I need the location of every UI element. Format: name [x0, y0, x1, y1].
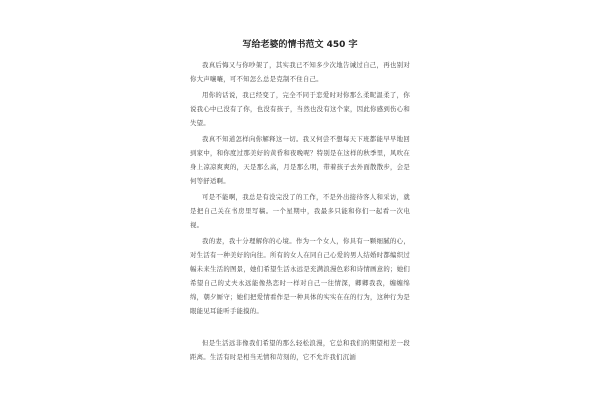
paragraph-1: 我真后悔又与你吵架了，其实我已不知多少次地告诫过自己，再也别对你大声嚷嚷，可不知怎么总是克制不住自己。 — [190, 61, 410, 83]
paragraph-3: 我真不知道怎样向你解释这一切。我又何尝不想每天下班都能早早地回到家中，和你度过那美好的黄昏和夜晚呢？特别是在这样的秋季里，风吹在身上凉凉爽爽的，天是那么高，月是那么明，带着孩子去外面散散步，会是何等舒适啊。 — [190, 135, 410, 185]
document-page — [158, 0, 442, 400]
document-title: 写给老婆的情书范文 450 字 — [242, 40, 358, 50]
paragraph-6: 但是生活远非像我们希望的那么轻松浪漫，它总和我们的期望相差一段距离。生活有时是相当无情和苛刻的，它不允许我们沉湎 — [190, 339, 410, 361]
paragraph-5: 我的妻，我十分理解你的心境。作为一个女人，你具有一颗细腻的心，对生活有一种美好的向往。所有的女人在同自己心爱的男人结婚时都编织过幅未来生活的图景，她们希望生活永远是充满浪漫色彩和诗情画意的；她们希望自己的丈夫永远能像热恋时一样对自己一往情深，卿卿我我，缠缠绵绵，朝夕厮守；她们把爱情看作是一种具体的实实在在的行为，这种行为是眼能见耳能听手能摸的。 — [190, 237, 410, 315]
paragraph-2: 用你的话说，我已经变了，完全不同于恋爱时对你那么柔昵温柔了，你说我心中已没有了你，也没有孩子，当然也没有这个家，因此你感到伤心和失望。 — [190, 91, 410, 127]
paragraph-4: 可是不能啊，我总是有没完没了的工作，不是外出接待客人和采访，就是把自己关在书房里写稿。一个星期中，我最多只能和你们一起看一次电视。 — [190, 193, 410, 229]
